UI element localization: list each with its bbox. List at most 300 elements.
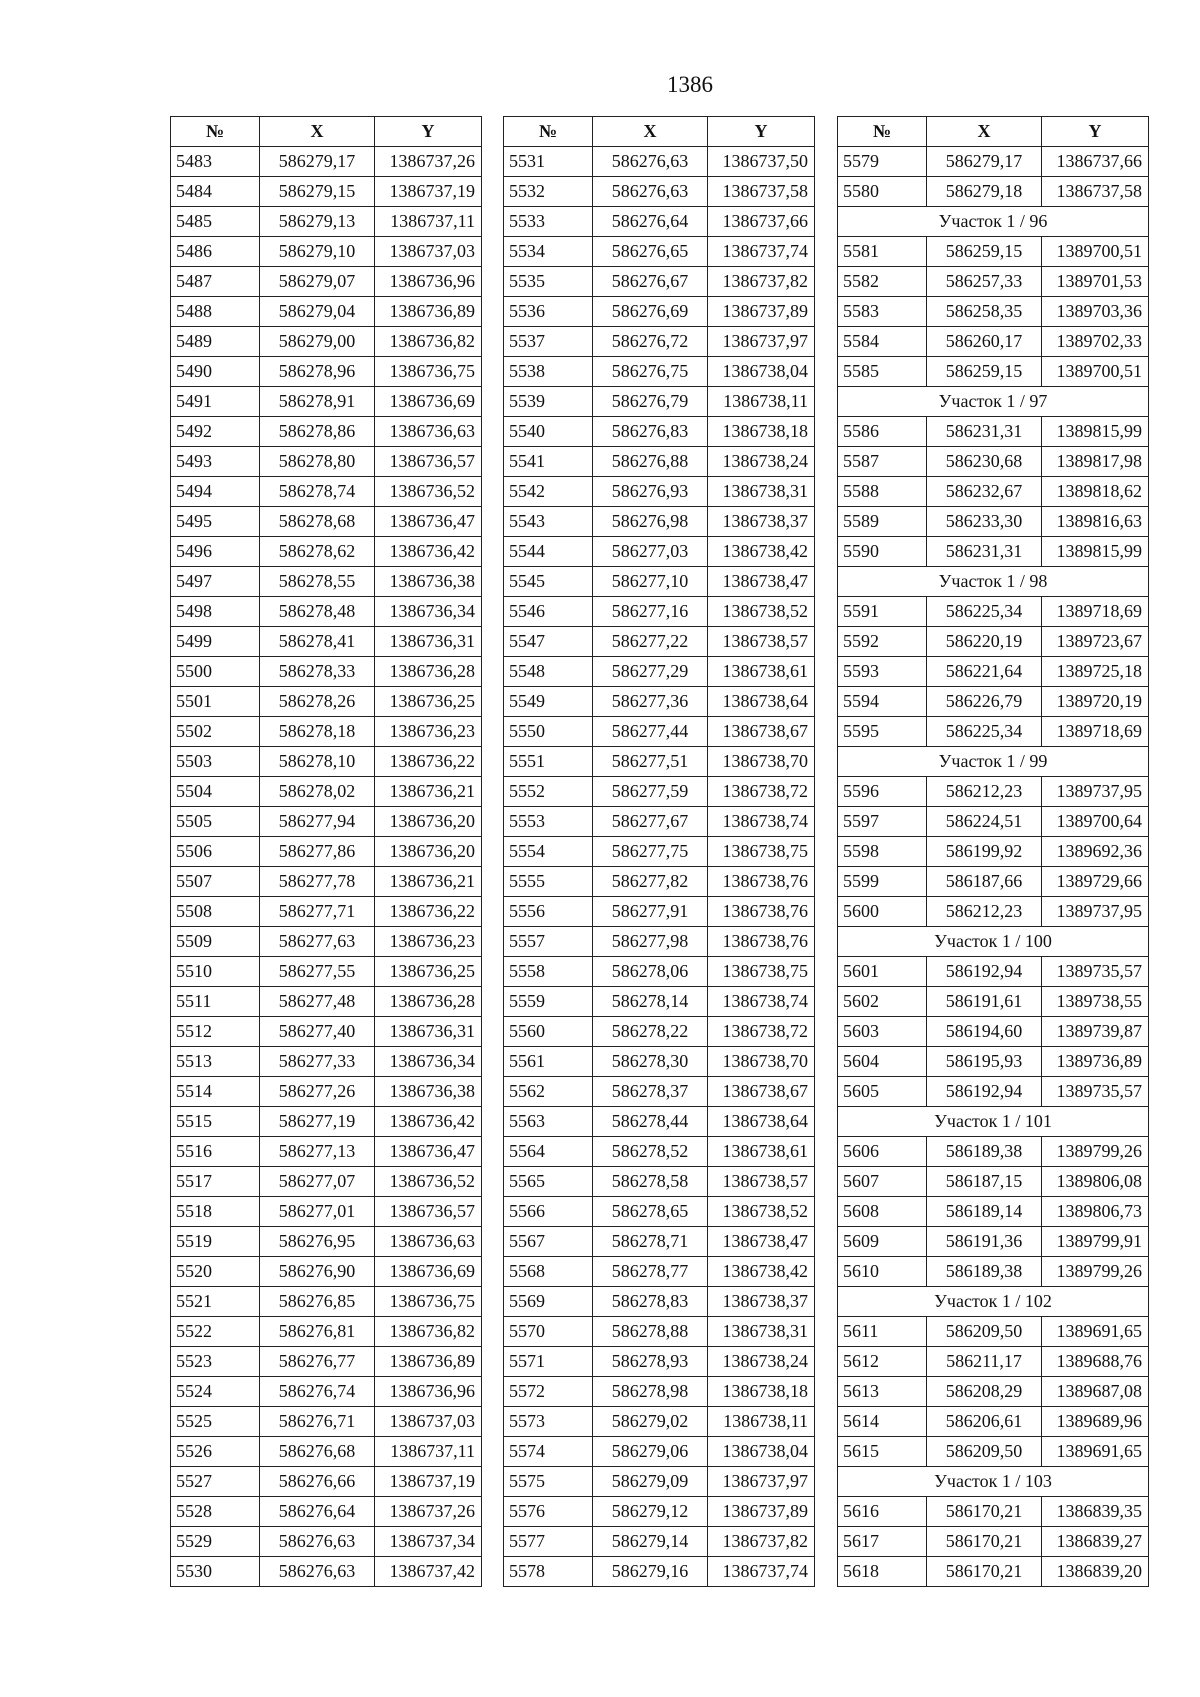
point-number: 5577 bbox=[504, 1527, 593, 1557]
y-coordinate: 1386736,31 bbox=[375, 627, 482, 657]
y-coordinate: 1386736,25 bbox=[375, 687, 482, 717]
y-coordinate: 1386738,72 bbox=[708, 777, 815, 807]
x-coordinate: 586279,02 bbox=[593, 1407, 708, 1437]
table-row bbox=[171, 927, 482, 957]
section-row bbox=[838, 927, 1149, 957]
y-coordinate: 1386738,72 bbox=[708, 1017, 815, 1047]
y-coordinate: 1389700,51 bbox=[1042, 357, 1149, 387]
point-number: 5573 bbox=[504, 1407, 593, 1437]
section-row bbox=[838, 1287, 1149, 1317]
table-row bbox=[838, 1047, 1149, 1077]
table-row bbox=[171, 1557, 482, 1587]
x-coordinate: 586260,17 bbox=[927, 327, 1042, 357]
x-coordinate: 586278,10 bbox=[260, 747, 375, 777]
x-coordinate: 586276,98 bbox=[593, 507, 708, 537]
header-number: № bbox=[171, 117, 260, 147]
y-coordinate: 1386736,25 bbox=[375, 957, 482, 987]
table-row bbox=[838, 1527, 1149, 1557]
x-coordinate: 586277,40 bbox=[260, 1017, 375, 1047]
x-coordinate: 586277,48 bbox=[260, 987, 375, 1017]
point-number: 5523 bbox=[171, 1347, 260, 1377]
point-number: 5566 bbox=[504, 1197, 593, 1227]
table-row bbox=[504, 837, 815, 867]
point-number: 5516 bbox=[171, 1137, 260, 1167]
y-coordinate: 1386738,75 bbox=[708, 957, 815, 987]
y-coordinate: 1389799,26 bbox=[1042, 1137, 1149, 1167]
table-row bbox=[838, 837, 1149, 867]
y-coordinate: 1386737,11 bbox=[375, 1437, 482, 1467]
y-coordinate: 1386736,57 bbox=[375, 1197, 482, 1227]
y-coordinate: 1389817,98 bbox=[1042, 447, 1149, 477]
point-number: 5491 bbox=[171, 387, 260, 417]
point-number: 5560 bbox=[504, 1017, 593, 1047]
y-coordinate: 1386738,24 bbox=[708, 1347, 815, 1377]
x-coordinate: 586278,62 bbox=[260, 537, 375, 567]
point-number: 5496 bbox=[171, 537, 260, 567]
y-coordinate: 1386736,23 bbox=[375, 927, 482, 957]
table-row bbox=[504, 747, 815, 777]
section-title: Участок 1 / 98 bbox=[838, 567, 1149, 597]
x-coordinate: 586194,60 bbox=[927, 1017, 1042, 1047]
point-number: 5513 bbox=[171, 1047, 260, 1077]
table-row bbox=[171, 327, 482, 357]
point-number: 5486 bbox=[171, 237, 260, 267]
table-row bbox=[838, 477, 1149, 507]
point-number: 5616 bbox=[838, 1497, 927, 1527]
point-number: 5563 bbox=[504, 1107, 593, 1137]
y-coordinate: 1386737,89 bbox=[708, 297, 815, 327]
table-row bbox=[171, 177, 482, 207]
point-number: 5527 bbox=[171, 1467, 260, 1497]
page-number: 1386 bbox=[667, 72, 713, 97]
table-row bbox=[171, 477, 482, 507]
y-coordinate: 1386738,76 bbox=[708, 897, 815, 927]
point-number: 5612 bbox=[838, 1347, 927, 1377]
point-number: 5555 bbox=[504, 867, 593, 897]
table-row bbox=[171, 1467, 482, 1497]
y-coordinate: 1386738,11 bbox=[708, 1407, 815, 1437]
table-row bbox=[171, 1227, 482, 1257]
point-number: 5570 bbox=[504, 1317, 593, 1347]
y-coordinate: 1386738,04 bbox=[708, 1437, 815, 1467]
y-coordinate: 1386738,18 bbox=[708, 417, 815, 447]
y-coordinate: 1386738,74 bbox=[708, 987, 815, 1017]
y-coordinate: 1389737,95 bbox=[1042, 777, 1149, 807]
y-coordinate: 1386736,20 bbox=[375, 807, 482, 837]
point-number: 5503 bbox=[171, 747, 260, 777]
x-coordinate: 586221,64 bbox=[927, 657, 1042, 687]
x-coordinate: 586278,41 bbox=[260, 627, 375, 657]
point-number: 5517 bbox=[171, 1167, 260, 1197]
y-coordinate: 1386738,24 bbox=[708, 447, 815, 477]
y-coordinate: 1386736,20 bbox=[375, 837, 482, 867]
x-coordinate: 586276,71 bbox=[260, 1407, 375, 1437]
x-coordinate: 586278,91 bbox=[260, 387, 375, 417]
header-x: X bbox=[593, 117, 708, 147]
table-row bbox=[838, 1437, 1149, 1467]
table-row bbox=[838, 537, 1149, 567]
x-coordinate: 586278,68 bbox=[260, 507, 375, 537]
table-row bbox=[504, 1197, 815, 1227]
table-row bbox=[504, 387, 815, 417]
y-coordinate: 1389806,08 bbox=[1042, 1167, 1149, 1197]
y-coordinate: 1386738,57 bbox=[708, 1167, 815, 1197]
y-coordinate: 1389815,99 bbox=[1042, 537, 1149, 567]
table-row bbox=[171, 447, 482, 477]
y-coordinate: 1386736,63 bbox=[375, 417, 482, 447]
x-coordinate: 586278,14 bbox=[593, 987, 708, 1017]
x-coordinate: 586276,64 bbox=[593, 207, 708, 237]
y-coordinate: 1386738,47 bbox=[708, 1227, 815, 1257]
x-coordinate: 586277,71 bbox=[260, 897, 375, 927]
table-row bbox=[838, 1347, 1149, 1377]
y-coordinate: 1389739,87 bbox=[1042, 1017, 1149, 1047]
table-row bbox=[838, 297, 1149, 327]
point-number: 5535 bbox=[504, 267, 593, 297]
x-coordinate: 586279,12 bbox=[593, 1497, 708, 1527]
x-coordinate: 586258,35 bbox=[927, 297, 1042, 327]
table-row bbox=[504, 447, 815, 477]
table-row bbox=[838, 417, 1149, 447]
table-row bbox=[504, 537, 815, 567]
y-coordinate: 1386738,64 bbox=[708, 687, 815, 717]
x-coordinate: 586278,77 bbox=[593, 1257, 708, 1287]
table-row bbox=[504, 1557, 815, 1587]
y-coordinate: 1386737,42 bbox=[375, 1557, 482, 1587]
point-number: 5539 bbox=[504, 387, 593, 417]
x-coordinate: 586231,31 bbox=[927, 537, 1042, 567]
y-coordinate: 1389691,65 bbox=[1042, 1437, 1149, 1467]
x-coordinate: 586259,15 bbox=[927, 357, 1042, 387]
table-row bbox=[171, 1497, 482, 1527]
point-number: 5600 bbox=[838, 897, 927, 927]
table-row bbox=[838, 1317, 1149, 1347]
y-coordinate: 1389816,63 bbox=[1042, 507, 1149, 537]
x-coordinate: 586276,63 bbox=[260, 1527, 375, 1557]
point-number: 5564 bbox=[504, 1137, 593, 1167]
y-coordinate: 1389737,95 bbox=[1042, 897, 1149, 927]
y-coordinate: 1389738,55 bbox=[1042, 987, 1149, 1017]
y-coordinate: 1386736,28 bbox=[375, 987, 482, 1017]
x-coordinate: 586278,37 bbox=[593, 1077, 708, 1107]
table-row bbox=[504, 267, 815, 297]
x-coordinate: 586212,23 bbox=[927, 777, 1042, 807]
point-number: 5519 bbox=[171, 1227, 260, 1257]
table-row bbox=[171, 1047, 482, 1077]
x-coordinate: 586278,71 bbox=[593, 1227, 708, 1257]
x-coordinate: 586279,17 bbox=[927, 147, 1042, 177]
point-number: 5545 bbox=[504, 567, 593, 597]
point-number: 5532 bbox=[504, 177, 593, 207]
header-row bbox=[504, 117, 815, 147]
table-row bbox=[504, 477, 815, 507]
x-coordinate: 586192,94 bbox=[927, 1077, 1042, 1107]
point-number: 5618 bbox=[838, 1557, 927, 1587]
y-coordinate: 1389806,73 bbox=[1042, 1197, 1149, 1227]
point-number: 5579 bbox=[838, 147, 927, 177]
table-row bbox=[171, 777, 482, 807]
point-number: 5617 bbox=[838, 1527, 927, 1557]
y-coordinate: 1386736,22 bbox=[375, 897, 482, 927]
table-row bbox=[504, 1137, 815, 1167]
point-number: 5518 bbox=[171, 1197, 260, 1227]
table-row bbox=[171, 867, 482, 897]
table-row bbox=[504, 237, 815, 267]
point-number: 5493 bbox=[171, 447, 260, 477]
y-coordinate: 1386738,31 bbox=[708, 1317, 815, 1347]
table-row bbox=[504, 1167, 815, 1197]
x-coordinate: 586277,44 bbox=[593, 717, 708, 747]
x-coordinate: 586276,67 bbox=[593, 267, 708, 297]
table-row bbox=[171, 357, 482, 387]
x-coordinate: 586278,52 bbox=[593, 1137, 708, 1167]
header-row bbox=[171, 117, 482, 147]
x-coordinate: 586209,50 bbox=[927, 1317, 1042, 1347]
table-row bbox=[504, 327, 815, 357]
table-row bbox=[171, 297, 482, 327]
x-coordinate: 586276,83 bbox=[593, 417, 708, 447]
y-coordinate: 1386737,26 bbox=[375, 147, 482, 177]
point-number: 5588 bbox=[838, 477, 927, 507]
point-number: 5568 bbox=[504, 1257, 593, 1287]
point-number: 5578 bbox=[504, 1557, 593, 1587]
header-y: Y bbox=[1042, 117, 1149, 147]
y-coordinate: 1386738,67 bbox=[708, 717, 815, 747]
point-number: 5540 bbox=[504, 417, 593, 447]
table-row bbox=[838, 447, 1149, 477]
point-number: 5562 bbox=[504, 1077, 593, 1107]
table-row bbox=[171, 627, 482, 657]
table-row bbox=[171, 417, 482, 447]
header-x: X bbox=[260, 117, 375, 147]
table-row bbox=[504, 687, 815, 717]
point-number: 5599 bbox=[838, 867, 927, 897]
point-number: 5511 bbox=[171, 987, 260, 1017]
x-coordinate: 586233,30 bbox=[927, 507, 1042, 537]
y-coordinate: 1389702,33 bbox=[1042, 327, 1149, 357]
y-coordinate: 1386737,19 bbox=[375, 177, 482, 207]
table-row bbox=[504, 297, 815, 327]
table-row bbox=[171, 1257, 482, 1287]
x-coordinate: 586276,77 bbox=[260, 1347, 375, 1377]
point-number: 5615 bbox=[838, 1437, 927, 1467]
y-coordinate: 1389701,53 bbox=[1042, 267, 1149, 297]
table-row bbox=[171, 897, 482, 927]
point-number: 5554 bbox=[504, 837, 593, 867]
x-coordinate: 586278,48 bbox=[260, 597, 375, 627]
table-row bbox=[838, 657, 1149, 687]
point-number: 5485 bbox=[171, 207, 260, 237]
table-row bbox=[171, 1017, 482, 1047]
point-number: 5585 bbox=[838, 357, 927, 387]
table-row bbox=[171, 147, 482, 177]
table-row bbox=[838, 957, 1149, 987]
table-row bbox=[838, 627, 1149, 657]
point-number: 5596 bbox=[838, 777, 927, 807]
x-coordinate: 586278,58 bbox=[593, 1167, 708, 1197]
point-number: 5605 bbox=[838, 1077, 927, 1107]
x-coordinate: 586276,69 bbox=[593, 297, 708, 327]
x-coordinate: 586279,17 bbox=[260, 147, 375, 177]
y-coordinate: 1386736,57 bbox=[375, 447, 482, 477]
x-coordinate: 586276,95 bbox=[260, 1227, 375, 1257]
x-coordinate: 586277,98 bbox=[593, 927, 708, 957]
x-coordinate: 586230,68 bbox=[927, 447, 1042, 477]
y-coordinate: 1386738,52 bbox=[708, 1197, 815, 1227]
point-number: 5584 bbox=[838, 327, 927, 357]
point-number: 5607 bbox=[838, 1167, 927, 1197]
point-number: 5557 bbox=[504, 927, 593, 957]
x-coordinate: 586276,68 bbox=[260, 1437, 375, 1467]
section-title: Участок 1 / 101 bbox=[838, 1107, 1149, 1137]
y-coordinate: 1389720,19 bbox=[1042, 687, 1149, 717]
y-coordinate: 1386738,47 bbox=[708, 567, 815, 597]
table-row bbox=[504, 807, 815, 837]
table-row bbox=[504, 1017, 815, 1047]
y-coordinate: 1386737,74 bbox=[708, 237, 815, 267]
point-number: 5581 bbox=[838, 237, 927, 267]
section-row bbox=[838, 1467, 1149, 1497]
y-coordinate: 1389723,67 bbox=[1042, 627, 1149, 657]
x-coordinate: 586277,19 bbox=[260, 1107, 375, 1137]
x-coordinate: 586277,29 bbox=[593, 657, 708, 687]
table-row bbox=[504, 1287, 815, 1317]
x-coordinate: 586277,01 bbox=[260, 1197, 375, 1227]
point-number: 5510 bbox=[171, 957, 260, 987]
y-coordinate: 1386738,57 bbox=[708, 627, 815, 657]
y-coordinate: 1389688,76 bbox=[1042, 1347, 1149, 1377]
x-coordinate: 586277,78 bbox=[260, 867, 375, 897]
point-number: 5611 bbox=[838, 1317, 927, 1347]
x-coordinate: 586277,82 bbox=[593, 867, 708, 897]
table-row bbox=[504, 1377, 815, 1407]
x-coordinate: 586278,18 bbox=[260, 717, 375, 747]
point-number: 5603 bbox=[838, 1017, 927, 1047]
x-coordinate: 586189,38 bbox=[927, 1137, 1042, 1167]
point-number: 5497 bbox=[171, 567, 260, 597]
point-number: 5505 bbox=[171, 807, 260, 837]
x-coordinate: 586277,33 bbox=[260, 1047, 375, 1077]
y-coordinate: 1386736,42 bbox=[375, 537, 482, 567]
point-number: 5598 bbox=[838, 837, 927, 867]
table-row bbox=[504, 1227, 815, 1257]
point-number: 5512 bbox=[171, 1017, 260, 1047]
x-coordinate: 586277,86 bbox=[260, 837, 375, 867]
coordinates-table-3 bbox=[837, 116, 1149, 1587]
table-row bbox=[171, 1287, 482, 1317]
point-number: 5559 bbox=[504, 987, 593, 1017]
x-coordinate: 586277,55 bbox=[260, 957, 375, 987]
y-coordinate: 1389700,64 bbox=[1042, 807, 1149, 837]
point-number: 5548 bbox=[504, 657, 593, 687]
x-coordinate: 586277,67 bbox=[593, 807, 708, 837]
y-coordinate: 1386736,23 bbox=[375, 717, 482, 747]
table-row bbox=[171, 687, 482, 717]
y-coordinate: 1389718,69 bbox=[1042, 717, 1149, 747]
x-coordinate: 586279,04 bbox=[260, 297, 375, 327]
header-number: № bbox=[504, 117, 593, 147]
section-title: Участок 1 / 102 bbox=[838, 1287, 1149, 1317]
point-number: 5561 bbox=[504, 1047, 593, 1077]
y-coordinate: 1386738,42 bbox=[708, 537, 815, 567]
point-number: 5501 bbox=[171, 687, 260, 717]
table-row bbox=[838, 1497, 1149, 1527]
y-coordinate: 1386839,27 bbox=[1042, 1527, 1149, 1557]
y-coordinate: 1386736,82 bbox=[375, 327, 482, 357]
y-coordinate: 1386736,21 bbox=[375, 867, 482, 897]
x-coordinate: 586224,51 bbox=[927, 807, 1042, 837]
y-coordinate: 1386738,61 bbox=[708, 1137, 815, 1167]
y-coordinate: 1386736,31 bbox=[375, 1017, 482, 1047]
point-number: 5506 bbox=[171, 837, 260, 867]
y-coordinate: 1389818,62 bbox=[1042, 477, 1149, 507]
point-number: 5538 bbox=[504, 357, 593, 387]
x-coordinate: 586189,38 bbox=[927, 1257, 1042, 1287]
x-coordinate: 586170,21 bbox=[927, 1497, 1042, 1527]
x-coordinate: 586278,83 bbox=[593, 1287, 708, 1317]
table-row bbox=[504, 177, 815, 207]
table-row bbox=[171, 537, 482, 567]
x-coordinate: 586276,72 bbox=[593, 327, 708, 357]
y-coordinate: 1386736,34 bbox=[375, 597, 482, 627]
table-row bbox=[504, 627, 815, 657]
y-coordinate: 1389700,51 bbox=[1042, 237, 1149, 267]
y-coordinate: 1386738,04 bbox=[708, 357, 815, 387]
x-coordinate: 586278,65 bbox=[593, 1197, 708, 1227]
x-coordinate: 586276,63 bbox=[593, 177, 708, 207]
point-number: 5500 bbox=[171, 657, 260, 687]
table-row bbox=[171, 957, 482, 987]
y-coordinate: 1386736,69 bbox=[375, 387, 482, 417]
y-coordinate: 1386737,89 bbox=[708, 1497, 815, 1527]
table-row bbox=[504, 1347, 815, 1377]
x-coordinate: 586277,03 bbox=[593, 537, 708, 567]
table-row bbox=[504, 1047, 815, 1077]
x-coordinate: 586277,07 bbox=[260, 1167, 375, 1197]
table-row bbox=[504, 1077, 815, 1107]
x-coordinate: 586189,14 bbox=[927, 1197, 1042, 1227]
header-y: Y bbox=[708, 117, 815, 147]
table-row bbox=[171, 837, 482, 867]
y-coordinate: 1386737,82 bbox=[708, 267, 815, 297]
x-coordinate: 586257,33 bbox=[927, 267, 1042, 297]
y-coordinate: 1386736,34 bbox=[375, 1047, 482, 1077]
point-number: 5556 bbox=[504, 897, 593, 927]
table-row bbox=[504, 1467, 815, 1497]
y-coordinate: 1386737,50 bbox=[708, 147, 815, 177]
point-number: 5526 bbox=[171, 1437, 260, 1467]
y-coordinate: 1386736,75 bbox=[375, 357, 482, 387]
x-coordinate: 586277,75 bbox=[593, 837, 708, 867]
table-row bbox=[504, 357, 815, 387]
y-coordinate: 1386738,31 bbox=[708, 477, 815, 507]
table-row bbox=[838, 147, 1149, 177]
point-number: 5606 bbox=[838, 1137, 927, 1167]
table-row bbox=[504, 1437, 815, 1467]
x-coordinate: 586279,13 bbox=[260, 207, 375, 237]
table-row bbox=[171, 747, 482, 777]
table-row bbox=[171, 717, 482, 747]
table-row bbox=[171, 597, 482, 627]
x-coordinate: 586279,10 bbox=[260, 237, 375, 267]
table-row bbox=[171, 1197, 482, 1227]
y-coordinate: 1386839,20 bbox=[1042, 1557, 1149, 1587]
table-row bbox=[838, 177, 1149, 207]
table-row bbox=[838, 1557, 1149, 1587]
point-number: 5484 bbox=[171, 177, 260, 207]
x-coordinate: 586279,15 bbox=[260, 177, 375, 207]
point-number: 5580 bbox=[838, 177, 927, 207]
